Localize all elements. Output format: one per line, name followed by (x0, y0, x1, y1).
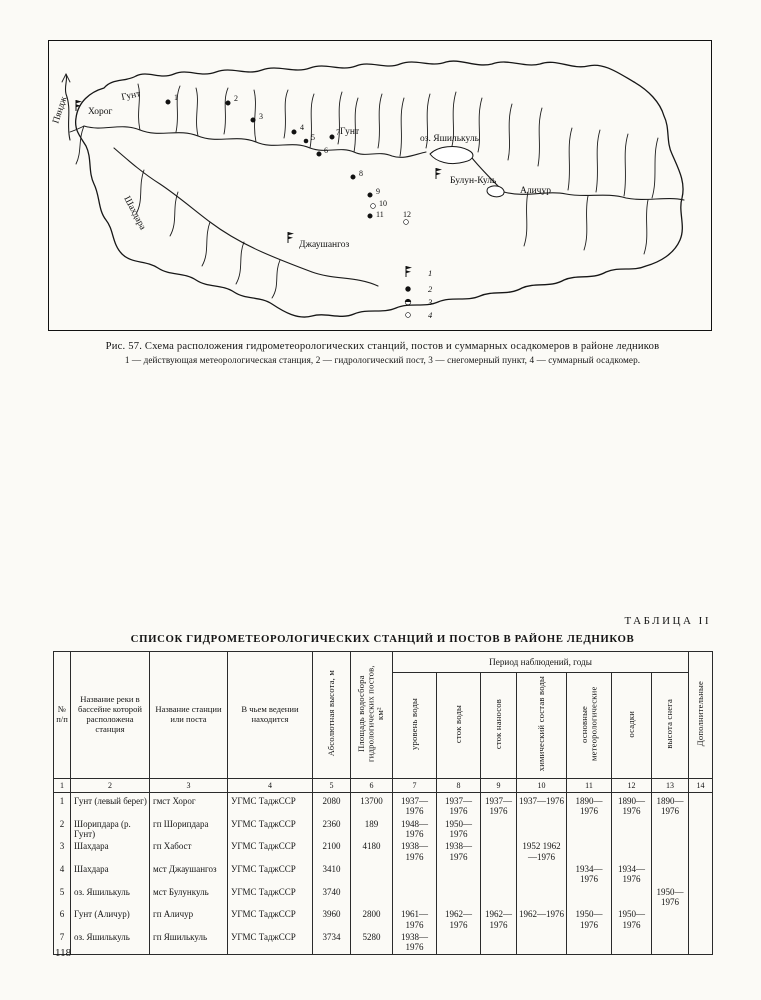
cell-additional (689, 818, 713, 841)
cell-station: гп Шорипдара (150, 818, 228, 841)
station-flag-dzhaushangoz (288, 232, 294, 243)
cell-station: гп Хабост (150, 840, 228, 863)
cell-snow (652, 840, 689, 863)
header-meteo-text: основные метеорологические (578, 686, 598, 762)
station-points (166, 93, 411, 224)
cell-altitude: 3740 (313, 886, 351, 909)
station-number: 7 (336, 128, 340, 137)
cell-chemical: 1952 1962—1976 (517, 840, 567, 863)
figure-map (48, 40, 712, 331)
label-bulunkul: Булун-Куль (450, 176, 497, 186)
cell-flow (437, 886, 481, 909)
cell-precip: 1934—1976 (612, 863, 652, 886)
cell-num: 5 (54, 886, 71, 909)
cell-altitude: 3960 (313, 908, 351, 931)
cell-altitude: 2100 (313, 840, 351, 863)
cell-chemical (517, 818, 567, 841)
cell-altitude: 3410 (313, 863, 351, 886)
colnum: 13 (652, 778, 689, 792)
header-area-text: Площадь водосбора гидрологических постов, км² (356, 665, 386, 762)
cell-sediment (481, 840, 517, 863)
cell-snow (652, 818, 689, 841)
table-row (54, 840, 713, 863)
cell-chemical (517, 931, 567, 954)
cell-river: Шорипдара (р. Гунт) (71, 818, 150, 841)
table-row (54, 931, 713, 954)
header-sediment-text: сток наносов (492, 698, 503, 750)
header-meteo (567, 673, 612, 779)
colnum: 10 (517, 778, 567, 792)
colnum: 12 (612, 778, 652, 792)
cell-area: 189 (351, 818, 393, 841)
cell-level (393, 886, 437, 909)
header-chemical (517, 673, 567, 779)
cell-altitude: 2080 (313, 792, 351, 817)
station-number: 1 (174, 93, 178, 102)
colnum: 8 (437, 778, 481, 792)
cell-precip (612, 886, 652, 909)
legend-number: 3 (428, 297, 433, 307)
cell-sediment (481, 886, 517, 909)
cell-level: 1937—1976 (393, 792, 437, 817)
colnum: 9 (481, 778, 517, 792)
map-svg (48, 40, 712, 331)
header-period: Период наблюдений, годы (393, 652, 689, 673)
cell-additional (689, 840, 713, 863)
station-number: 8 (359, 169, 363, 178)
cell-chemical (517, 886, 567, 909)
header-snow (652, 673, 689, 779)
cell-precip: 1950—1976 (612, 908, 652, 931)
cell-altitude: 2360 (313, 818, 351, 841)
cell-authority: УГМС ТаджССР (228, 818, 313, 841)
cell-level: 1938—1976 (393, 931, 437, 954)
cell-authority: УГМС ТаджССР (228, 908, 313, 931)
cell-sediment (481, 931, 517, 954)
header-river: Название реки в бассейне которой расположена станция (71, 652, 150, 779)
cell-river: Шахдара (71, 840, 150, 863)
cell-chemical (517, 863, 567, 886)
table-head (54, 652, 713, 793)
cell-snow: 1890—1976 (652, 792, 689, 817)
cell-snow (652, 931, 689, 954)
table-label: ТАБЛИЦА II (624, 615, 711, 627)
station-number: 9 (376, 187, 380, 196)
cell-river: оз. Яшилькуль (71, 931, 150, 954)
cell-flow: 1950—1976 (437, 818, 481, 841)
map-frame (49, 41, 712, 331)
cell-river: Шахдара (71, 863, 150, 886)
header-station: Название станции или поста (150, 652, 228, 779)
cell-river: Гунт (Аличур) (71, 908, 150, 931)
header-authority: В чьем ведении находится (228, 652, 313, 779)
cell-station: гп Аличур (150, 908, 228, 931)
cell-meteo (567, 840, 612, 863)
colnum: 5 (313, 778, 351, 792)
label-alichur: Аличур (520, 186, 551, 196)
cell-additional (689, 863, 713, 886)
station-flag-khorog (76, 100, 82, 111)
label-pyandzh: Пяндж (51, 95, 70, 125)
cell-station: гп Яшилькуль (150, 931, 228, 954)
cell-meteo (567, 931, 612, 954)
colnum: 2 (71, 778, 150, 792)
cell-river: оз. Яшилькуль (71, 886, 150, 909)
cell-precip (612, 931, 652, 954)
cell-area (351, 863, 393, 886)
cell-river: Гунт (левый берег) (71, 792, 150, 817)
table-row (54, 792, 713, 817)
table-body (54, 792, 713, 954)
river-network (62, 74, 684, 298)
station-number: 5 (311, 133, 315, 142)
caption-line2: 1 — действующая метеорологическая станция, 2 — гидрологический пост, 3 — снегомерный пункт, 4 — суммарный осадкомер. (124, 355, 641, 365)
header-snow-text: высота снега (664, 699, 675, 749)
cell-meteo: 1890—1976 (567, 792, 612, 817)
caption-line1: Рис. 57. Схема расположения гидрометеорологических станций, постов и суммарных осадкомеров в районе ледников (105, 341, 660, 352)
station-number: 4 (300, 123, 304, 132)
header-row-1 (54, 652, 713, 673)
cell-area (351, 886, 393, 909)
colnum: 14 (689, 778, 713, 792)
label-lake-yashilkul: оз. Яшилькуль (420, 134, 479, 144)
cell-additional (689, 931, 713, 954)
cell-station: мст Булункуль (150, 886, 228, 909)
cell-chemical: 1962—1976 (517, 908, 567, 931)
cell-num: 4 (54, 863, 71, 886)
cell-num: 1 (54, 792, 71, 817)
station-number: 6 (324, 146, 328, 155)
cell-authority: УГМС ТаджССР (228, 863, 313, 886)
header-flow (437, 673, 481, 779)
cell-sediment: 1962—1976 (481, 908, 517, 931)
cell-altitude: 3734 (313, 931, 351, 954)
label-gunt-mid: Гунт (340, 127, 360, 137)
table-row (54, 886, 713, 909)
station-number: 11 (376, 210, 384, 219)
cell-area: 2800 (351, 908, 393, 931)
cell-sediment: 1937—1976 (481, 792, 517, 817)
cell-snow (652, 908, 689, 931)
table-row (54, 863, 713, 886)
cell-station: гмст Хорог (150, 792, 228, 817)
colnum: 11 (567, 778, 612, 792)
cell-flow: 1962—1976 (437, 908, 481, 931)
cell-meteo: 1950—1976 (567, 908, 612, 931)
colnum: 4 (228, 778, 313, 792)
header-level-text: уровень воды (408, 698, 419, 750)
cell-authority: УГМС ТаджССР (228, 931, 313, 954)
header-altitude-text: Абсолютная высота, м (325, 670, 336, 757)
cell-precip (612, 818, 652, 841)
lake-yashilkul (430, 147, 473, 164)
cell-precip (612, 840, 652, 863)
header-additional (689, 652, 713, 779)
header-flow-text: сток воды (452, 704, 463, 744)
label-dzhaushangoz: Джаушангоз (299, 240, 350, 250)
table-row (54, 818, 713, 841)
cell-area: 4180 (351, 840, 393, 863)
station-number: 10 (379, 199, 387, 208)
header-precip (612, 673, 652, 779)
cell-additional (689, 886, 713, 909)
cell-sediment (481, 818, 517, 841)
cell-meteo (567, 818, 612, 841)
table-title: СПИСОК ГИДРОМЕТЕОРОЛОГИЧЕСКИХ СТАНЦИЙ И ПОСТОВ В РАЙОНЕ ЛЕДНИКОВ (130, 633, 635, 645)
cell-station: мст Джаушангоз (150, 863, 228, 886)
cell-area: 5280 (351, 931, 393, 954)
cell-snow: 1950—1976 (652, 886, 689, 909)
cell-num: 7 (54, 931, 71, 954)
header-precip-text: осадки (625, 710, 636, 738)
cell-level: 1961—1976 (393, 908, 437, 931)
header-altitude (313, 652, 351, 779)
station-flag-bulunkul (436, 168, 442, 179)
header-num: № п/п (54, 652, 71, 779)
station-number: 3 (259, 112, 263, 121)
cell-flow: 1938—1976 (437, 840, 481, 863)
table-row (54, 908, 713, 931)
cell-num: 6 (54, 908, 71, 931)
header-level (393, 673, 437, 779)
cell-level: 1938—1976 (393, 840, 437, 863)
cell-meteo: 1934—1976 (567, 863, 612, 886)
cell-flow: 1937—1976 (437, 792, 481, 817)
legend-number: 1 (428, 268, 433, 278)
cell-authority: УГМС ТаджССР (228, 792, 313, 817)
cell-num: 2 (54, 818, 71, 841)
cell-level (393, 863, 437, 886)
station-number: 12 (403, 210, 411, 219)
colnum: 1 (54, 778, 71, 792)
label-shakhdara: Шахдара (121, 194, 148, 232)
cell-additional (689, 792, 713, 817)
colnum: 3 (150, 778, 228, 792)
colnum: 7 (393, 778, 437, 792)
page-number: 118 (55, 947, 72, 959)
cell-sediment (481, 863, 517, 886)
cell-num: 3 (54, 840, 71, 863)
legend-number: 2 (428, 284, 433, 294)
cell-level: 1948—1976 (393, 818, 437, 841)
cell-precip: 1890—1976 (612, 792, 652, 817)
cell-authority: УГМС ТаджССР (228, 840, 313, 863)
cell-chemical: 1937—1976 (517, 792, 567, 817)
cell-authority: УГМС ТаджССР (228, 886, 313, 909)
header-area (351, 652, 393, 779)
stations-table (53, 651, 713, 955)
cell-snow (652, 863, 689, 886)
map-legend (405, 266, 433, 320)
label-khorog: Хорог (88, 107, 113, 117)
label-gunt-west: Гунт (120, 89, 142, 103)
cell-meteo (567, 886, 612, 909)
lake-bulunkul (487, 186, 504, 197)
cell-flow (437, 931, 481, 954)
colnum: 6 (351, 778, 393, 792)
cell-flow (437, 863, 481, 886)
cell-area: 13700 (351, 792, 393, 817)
header-chemical-text: химический состав воды (535, 676, 546, 772)
station-number: 2 (234, 94, 238, 103)
legend-number: 4 (428, 310, 433, 320)
figure-caption (60, 341, 705, 365)
cell-additional (689, 908, 713, 931)
header-additional-text: Дополнительные (694, 680, 705, 747)
map-labels (51, 89, 551, 250)
column-numbers-row (54, 778, 713, 792)
header-sediment (481, 673, 517, 779)
